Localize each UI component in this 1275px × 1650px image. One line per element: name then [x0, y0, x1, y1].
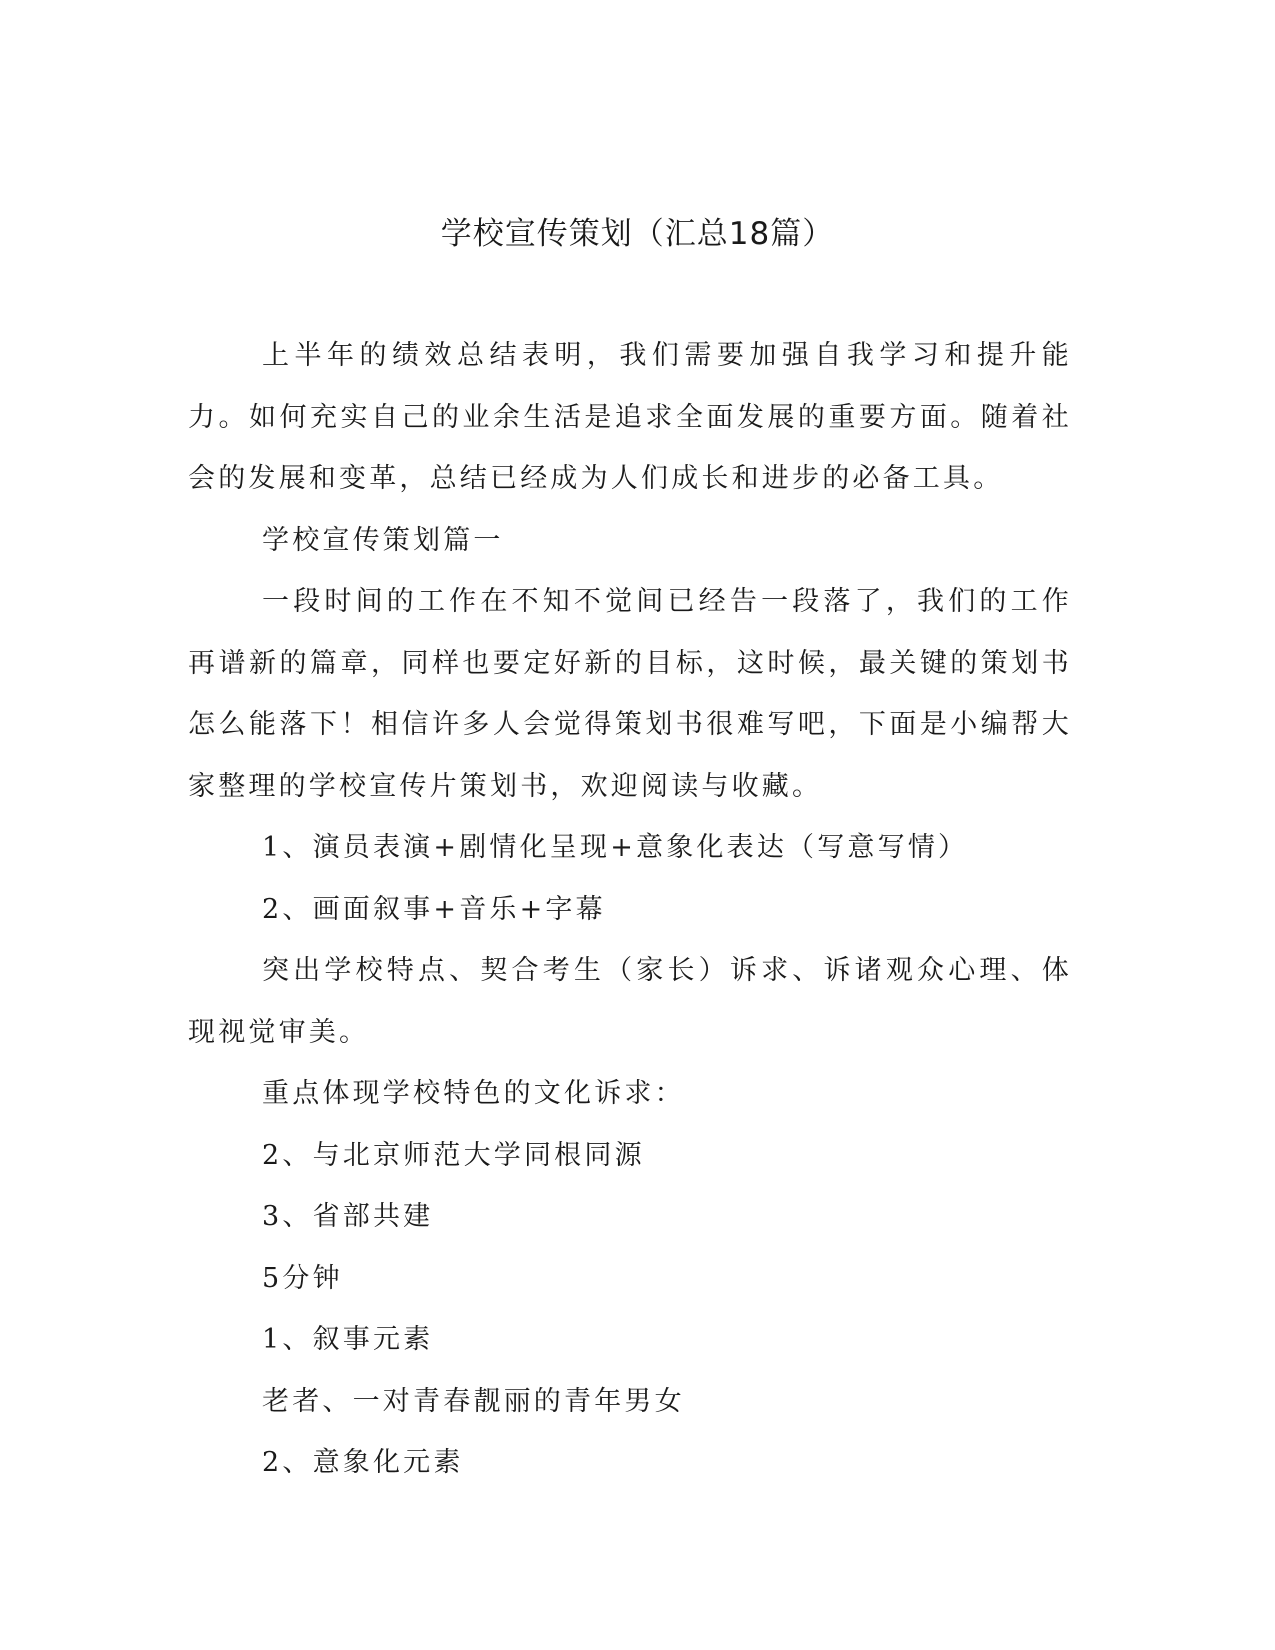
list-item: 1、叙事元素	[262, 1324, 434, 1355]
list-item: 2、画面叙事+音乐+字幕	[262, 893, 606, 925]
document-title: 学校宣传策划（汇总18篇）	[440, 216, 835, 252]
section-heading: 学校宣传策划篇一	[262, 524, 504, 556]
paragraph: 老者、一对青春靓丽的青年男女	[262, 1385, 685, 1417]
list-item: 3、省部共建	[262, 1201, 434, 1232]
list-item: 2、与北京师范大学同根同源	[262, 1139, 645, 1171]
document-body	[188, 325, 1072, 1494]
paragraph-intro: 上半年的绩效总结表明，我们需要加强自我学习和提升能力。如何充实自己的业余生活是追求全面发展的重要方面。随着社会的发展和变革，总结已经成为人们成长和进步的必备工具。	[188, 340, 1072, 494]
paragraph: 一段时间的工作在不知不觉间已经告一段落了，我们的工作再谱新的篇章，同样也要定好新的目标，这时候，最关键的策划书怎么能落下！相信许多人会觉得策划书很难写吧，下面是小编帮大家整理的学校宣传片策划书，欢迎阅读与收藏。	[188, 586, 1072, 802]
list-item: 2、意象化元素	[262, 1447, 464, 1478]
paragraph: 5分钟	[262, 1262, 343, 1294]
paragraph: 重点体现学校特色的文化诉求：	[262, 1078, 685, 1109]
list-item: 1、演员表演+剧情化呈现+意象化表达（写意写情）	[262, 832, 969, 863]
paragraph: 突出学校特点、契合考生（家长）诉求、诉诸观众心理、体现视觉审美。	[188, 955, 1072, 1048]
